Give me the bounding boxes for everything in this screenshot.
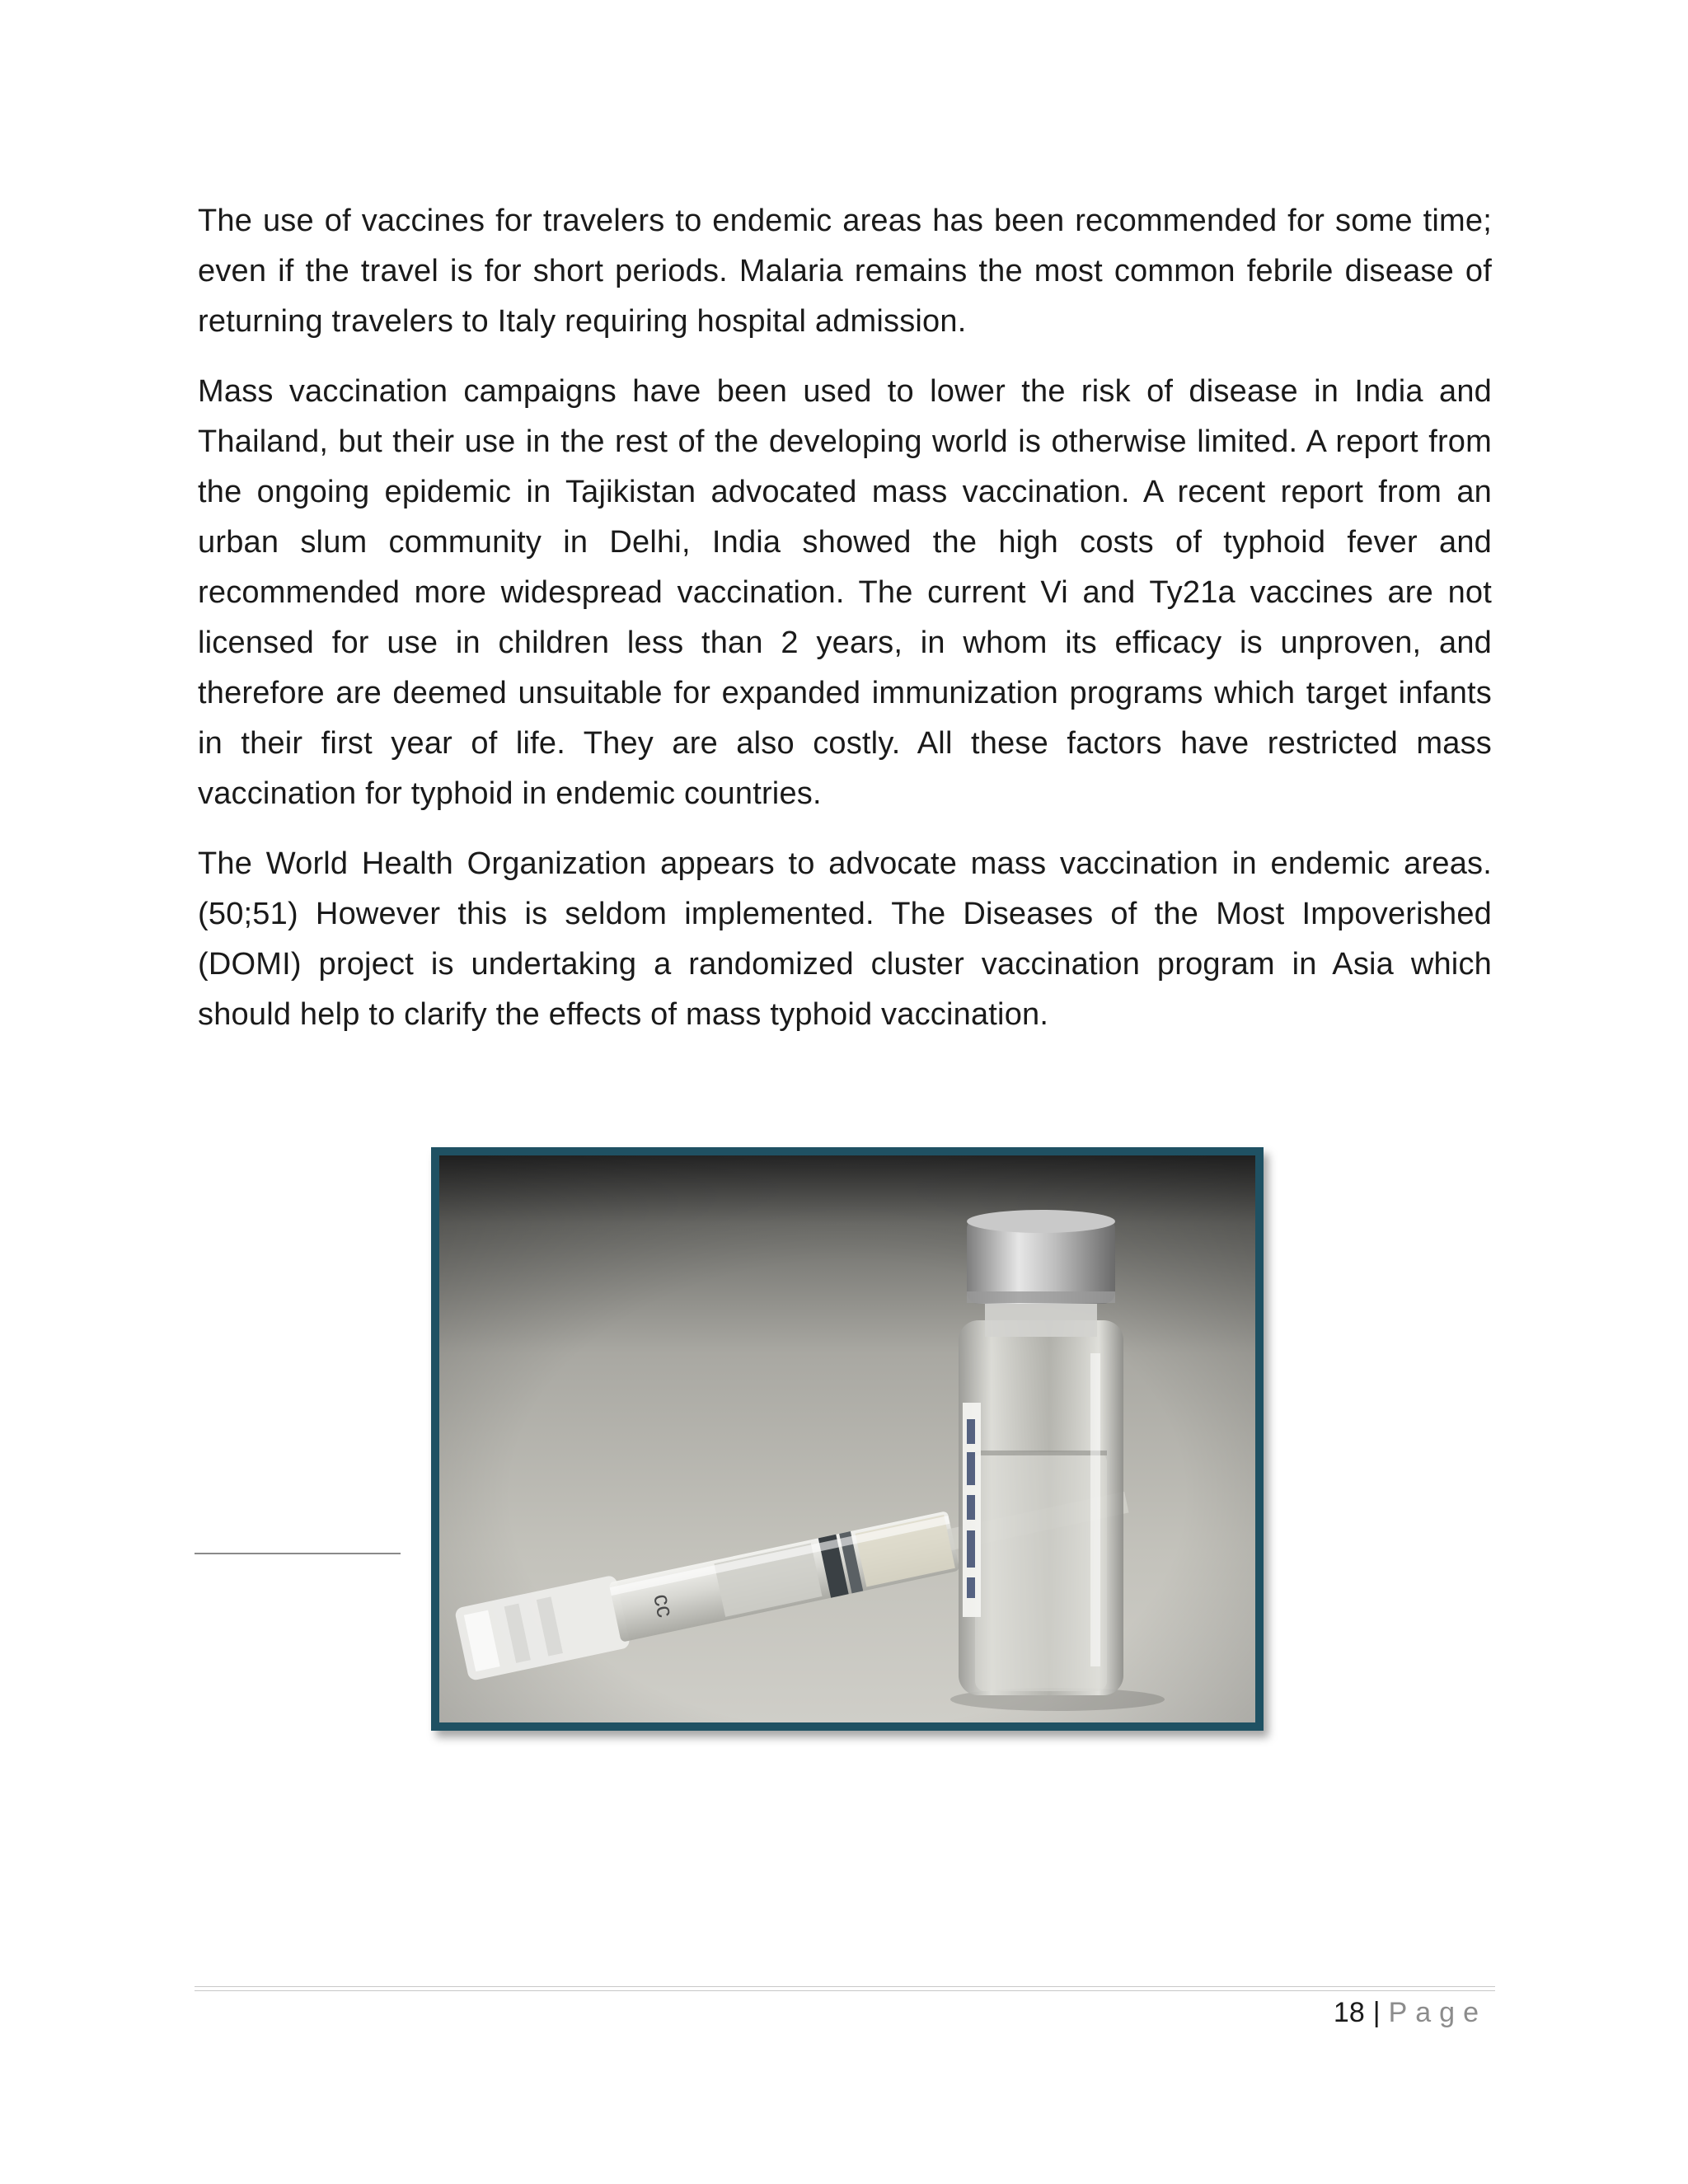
svg-text:cc: cc: [649, 1591, 679, 1620]
footer-separator: |: [1372, 1997, 1381, 2028]
main-content: [198, 196, 1492, 1060]
paragraph-who-advocacy: The World Health Organization appears to advocate mass vaccination in endemic areas. (50;51) However this is seldom implemented. The Diseases of the Most Impoverished (DOMI) project is undertaking a randomized cluster vaccination program in Asia which should help to clarify the effects of mass typhoid vaccination.: [198, 846, 1492, 1032]
paragraph-travel-vaccines: The use of vaccines for travelers to endemic areas has been recommended for some time; even if the travel is for short periods. Malaria remains the most common febrile disease of returning travelers to Italy requiring hospital admission.: [198, 204, 1492, 339]
page-number: 18: [1333, 1997, 1365, 2028]
page-label: Page: [1388, 1997, 1487, 2028]
page-footer: [1334, 1993, 1487, 2032]
syringe-and-vial-image: [439, 1155, 1255, 1722]
vaccine-photo: [431, 1147, 1264, 1731]
footnote-separator: [195, 1553, 401, 1554]
paragraph-mass-vaccination: Mass vaccination campaigns have been used to lower the risk of disease in India and Thailand, but their use in the rest of the developing world is otherwise limited. A report from the ongoing epidemic in Tajikistan advocated mass vaccination. A recent report from an urban slum community in Delhi, India showed the high costs of typhoid fever and recommended more widespread vaccination. The current Vi and Ty21a vaccines are not licensed for use in children less than 2 years, in whom its efficacy is unproven, and therefore are deemed unsuitable for expanded immunization programs which target infants in their first year of life. They are also costly. All these factors have restricted mass vaccination for typhoid in endemic countries.: [198, 374, 1492, 811]
footer-rule: [195, 1986, 1495, 1991]
